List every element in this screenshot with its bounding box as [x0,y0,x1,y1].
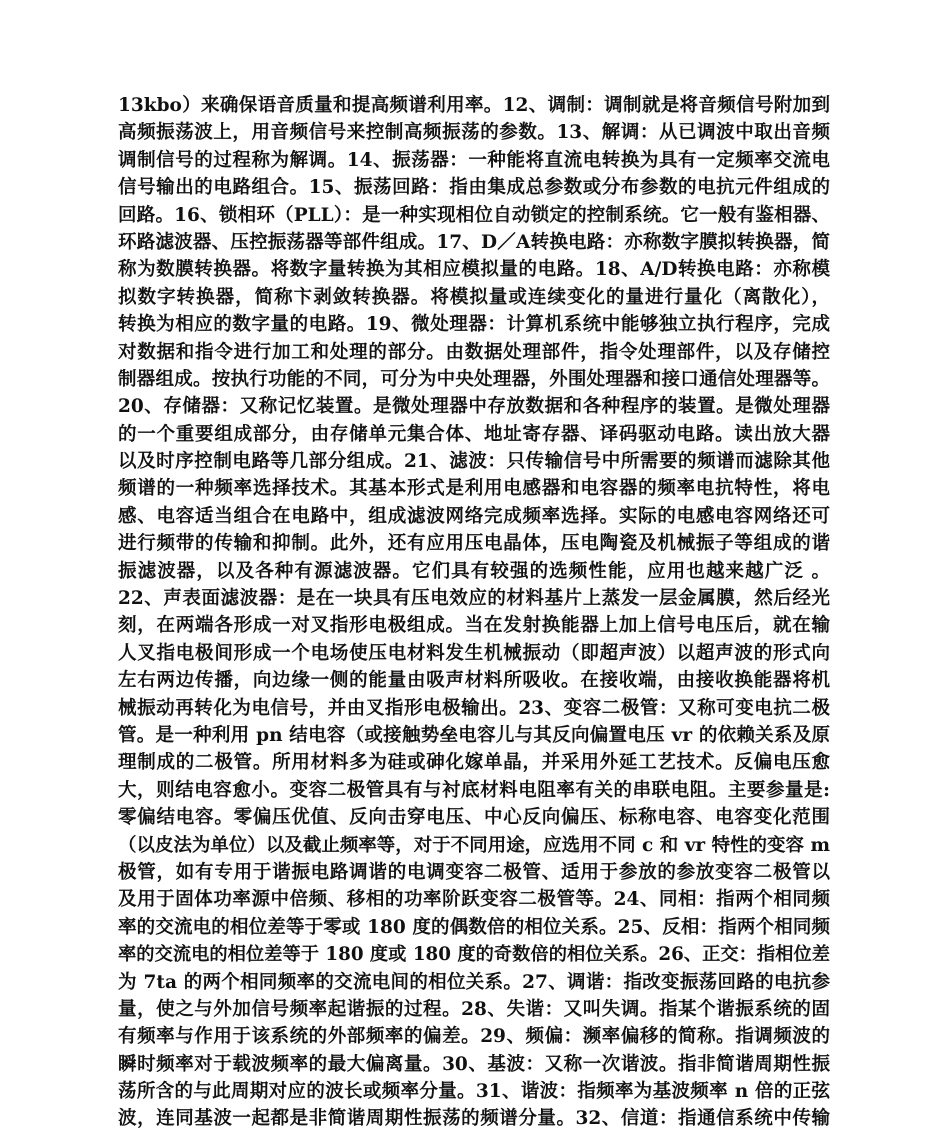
text-line: 信号输出的电路组合。15、振荡回路：指由集成总参数或分布参数的电抗元件组成的 [118,177,830,199]
text-line: 频谱的一种频率选择技术。其基本形式是利用电感器和电容器的频率电抗特性，将电 [118,478,830,500]
text-line: 量，使之与外加信号频率起谐振的过程。28、失谐：又叫失调。指某个谐振系统的固 [118,998,830,1020]
text-line: 理制成的二极管。所用材料多为硅或砷化嫁单晶，并采用外延工艺技术。反偏电压愈 [118,752,830,774]
text-line: 感、电容适当组合在电路中，组成滤波网络完成频率选择。实际的电感电容网络还可 [118,505,830,527]
text-line: 高频振荡波上，用音频信号来控制高频振荡的参数。13、解调：从已调波中取出音频 [118,122,830,144]
text-line: 环路滤波器、压控振荡器等部件组成。17、D／A转换电路：亦称数字膜拟转换器，简 [118,231,830,253]
text-line: 左右两边传播，向边缘一侧的能量由吸声材料所吸收。在接收端，由接收换能器将机 [118,670,830,692]
text-line: 以及时序控制电路等几部分组成。21、滤波：只传输信号中所需要的频谱而滤除其他 [118,451,830,473]
text-line: 的一个重要组成部分，由存储单元集合体、地址寄存器、译码驱动电路。读出放大器 [118,423,830,445]
text-line: 13kbo）来确保语音质量和提高频谱利用率。12、调制：调制就是将音频信号附加到 [118,95,830,116]
text-line: 对数据和指令进行加工和处理的部分。由数据处理部件，指令处理部件，以及存储控 [118,341,830,363]
text-line: 械振动再转化为电信号，并由叉指形电极输出。23、变容二极管：又称可变电抗二极 [118,697,830,719]
text-line: 极管，如有专用于谐振电路调谐的电调变容二极管、适用于参放的参放变容二极管以 [118,861,830,883]
text-line: 22、声表面滤波器：是在一块具有压电效应的材料基片上蒸发一层金属膜，然后经光 [118,588,830,610]
text-line: 转换为相应的数字量的电路。19、微处理器：计算机系统中能够独立执行程序，完成 [118,314,830,336]
text-line: 人叉指电极间形成一个电场使压电材料发生机械振动（即超声波）以超声波的形式向 [118,642,830,664]
body-text [118,92,830,1133]
text-line: 率的交流电的相位差等于 180 度或 180 度的奇数倍的相位关系。26、正交：指相位差 [118,944,830,966]
text-line: 回路。16、锁相环（PLL）：是一种实现相位自动锁定的控制系统。它一般有鉴相器、 [118,204,830,226]
text-line: 管。是一种利用 pn 结电容（或接触势垒电容儿与其反向偏置电压 vr 的依赖关系及原 [118,724,830,746]
text-line: 调制信号的过程称为解调。14、振荡器：一种能将直流电转换为具有一定频率交流电 [118,149,830,171]
text-line: 拟数字转换器，简称卞剥敛转换器。将模拟量或连续变化的量进行量化（离散化）， [118,286,830,308]
text-line: 及用于固体功率源中倍频、移相的功率阶跃变容二极管等。24、同相：指两个相同频 [118,889,830,911]
text-line: 制器组成。按执行功能的不同，可分为中央处理器，外围处理器和接口通信处理器等。 [118,368,830,390]
text-line: 振滤波器，以及各种有源滤波器。它们具有较强的选频性能，应用也越来越广泛 。 [118,560,830,582]
text-line: 波，连同基波一起都是非简谐周期性振荡的频谱分量。32、信道：指通信系统中传输 [118,1108,830,1130]
text-line: 率的交流电的相位差等于零或 180 度的偶数倍的相位关系。25、反相：指两个相同频 [118,916,830,938]
text-line: 瞬时频率对于载波频率的最大偏离量。30、基波：又称一次谐波。指非简谐周期性振 [118,1053,830,1075]
text-line: 20、存储器：又称记忆装置。是微处理器中存放数据和各种程序的装置。是微处理器 [118,396,830,418]
text-line: 荡所含的与此周期对应的波长或频率分量。31、谐波：指频率为基波频率 n 倍的正弦 [118,1081,830,1103]
text-line: 大，则结电容愈小。变容二极管具有与衬底材料电阻率有关的串联电阻。主要参量是: [118,779,830,801]
text-line: 零偏结电容。零偏压优值、反向击穿电压、中心反向偏压、标称电容、电容变化范围 [118,807,830,829]
text-line: （以皮法为单位）以及截止频率等，对于不同用途，应选用不同 c 和 vr 特性的变容 m [118,834,830,856]
text-line: 为 7ta 的两个相同频率的交流电间的相位关系。27、调谐：指改变振荡回路的电抗参 [118,971,830,993]
text-line: 有频率与作用于该系统的外部频率的偏差。29、频偏：濒率偏移的简称。指调频波的 [118,1026,830,1048]
text-line: 进行频带的传输和抑制。此外，还有应用压电晶体，压电陶瓷及机械振子等组成的谐 [118,533,830,555]
text-line: 称为数膜转换器。将数字量转换为其相应模拟量的电路。18、A/D转换电路：亦称模 [118,259,830,281]
text-line: 刻，在两端各形成一对叉指形电极组成。当在发射换能器上加上信号电压后，就在输 [118,615,830,637]
